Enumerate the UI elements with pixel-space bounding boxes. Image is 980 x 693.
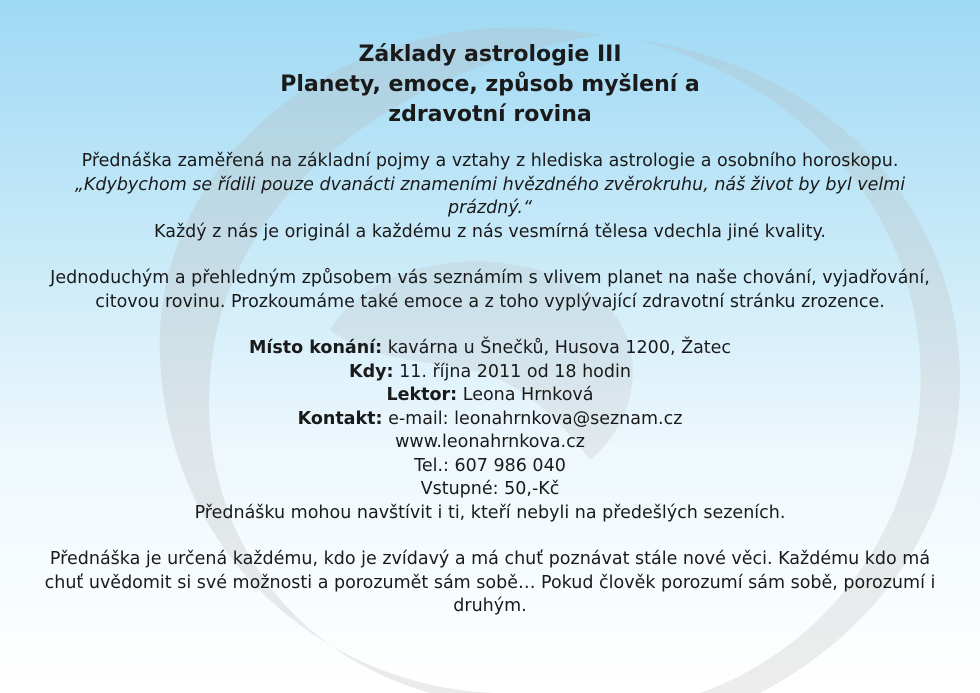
lector-label: Lektor: (386, 385, 458, 405)
intro-text: Přednáška zaměřená na základní pojmy a vztahy z hlediska astrologie a osobního horoskopu. (81, 151, 899, 171)
flyer-content (40, 40, 940, 619)
when-value: 11. října 2011 od 18 hodin (393, 361, 631, 382)
body-text: Jednoduchým a přehledným způsobem vás seznámím s vlivem planet na naše chování, vyjadřování, citovou rovinu. Prozkoumáme také emoce a z toho vyplývající zdravotní stránku zrozence. (50, 268, 930, 312)
website-line: www.leonahrnkova.cz (395, 432, 585, 452)
title-line-1: Základy astrologie III (358, 42, 622, 67)
closing-text: Přednáška je určená každému, kdo je zvídavý a má chuť poznávat stále nové věci. Každému kdo má chuť uvědomit si své možnosti a porozumět sám sobě… Pokud člověk porozumí sám sobě, porozumí i druhým. (44, 549, 936, 616)
quote-text: „Kdybychom se řídili pouze dvanácti znameními hvězdného zvěrokruhu, náš život by byl velmi prázdný.“ (74, 174, 906, 218)
title-line-3: zdravotní rovina (388, 102, 592, 127)
contact-value: e-mail: leonahrnkova@seznam.cz (382, 408, 683, 429)
contact-label: Kontakt: (297, 408, 383, 429)
page-title (40, 40, 940, 130)
fee-line: Vstupné: 50,-Kč (420, 479, 560, 499)
intro-text-2: Každý z nás je originál a každému z nás vesmírná tělesa vdechla jiné kvality. (154, 221, 826, 242)
note-line: Přednášku mohou navštívit i ti, kteří nebyli na předešlých sezeních. (194, 502, 786, 523)
lector-value: Leona Hrnková (457, 385, 594, 405)
place-line (40, 337, 940, 361)
place-label: Místo konání: (248, 338, 383, 358)
when-label: Kdy: (349, 361, 394, 382)
lector-line (40, 384, 940, 408)
phone-line: Tel.: 607 986 040 (414, 455, 566, 476)
title-line-2: Planety, emoce, způsob myšlení a (280, 72, 700, 97)
contact-line (40, 408, 940, 432)
when-line (40, 361, 940, 385)
place-value: kavárna u Šnečků, Husova 1200, Žatec (382, 338, 732, 358)
